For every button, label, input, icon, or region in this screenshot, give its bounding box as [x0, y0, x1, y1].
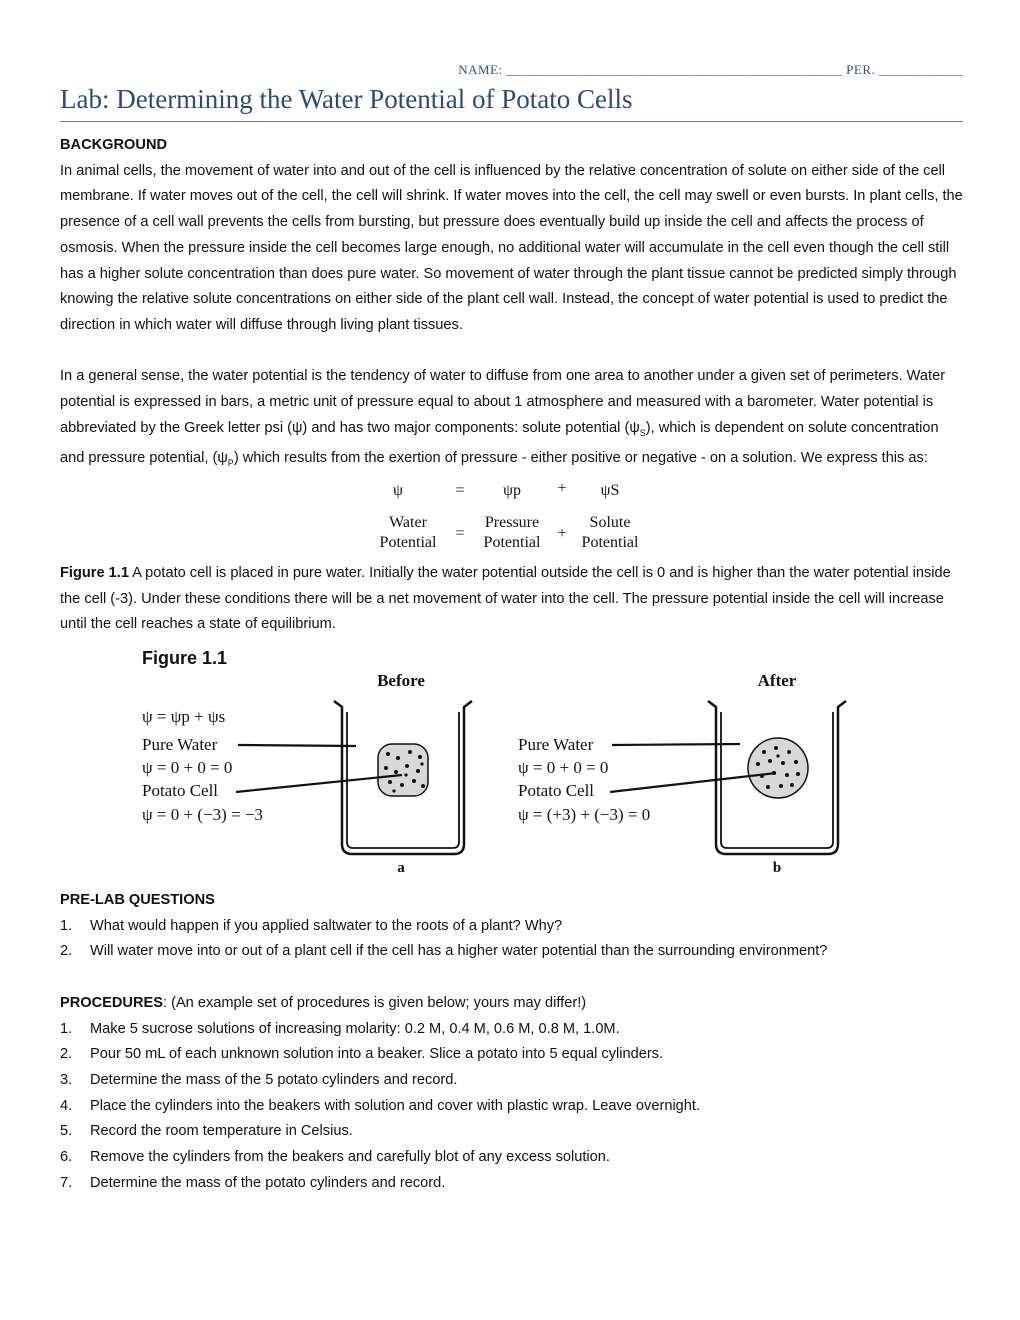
label-a: a — [397, 860, 405, 875]
formula-a: ψ = ψp + ψs — [142, 707, 226, 727]
b-pure-water-eq: ψ = 0 + 0 = 0 — [518, 758, 609, 778]
document-body — [60, 133, 963, 1196]
b-pure-water-label: Pure Water — [518, 735, 594, 755]
eq-potential-1: Potential — [379, 533, 436, 551]
before-label: Before — [377, 671, 425, 691]
figure-caption: Figure 1.1 A potato cell is placed in pure water. Initially the water potential outside the cell is 0 and is higher than the water potential inside the cell (-3). Under these conditions there will be a net movement of water into the cell. The pressure potential inside the cell will increase until the cell reaches a state of equilibrium. — [60, 564, 951, 633]
procedure-step: 5. Record the room temperature in Celsius. — [60, 1123, 353, 1140]
procedure-step: 7. Determine the mass of the potato cylinders and record. — [60, 1174, 446, 1191]
background-paragraph-2: In a general sense, the water potential is the tendency of water to diffuse from one area to another under a given set of perimeters. Water potential is expressed in bars, a metric unit of pressure equal to about 1 atmosphere and measured with a barometer. Water potential is abbreviated by the Greek letter psi (ψ) and has two major components: solute potential $(\psi_S)$, which is dependent on solute concentration and pressure potential, $(\psi_P)$ which results from the exertion of pressure - either positive or negative - on a solution. We express this as: — [60, 368, 946, 469]
potato-cell-a — [378, 744, 428, 796]
eq-water: Water — [388, 513, 427, 531]
potato-cell-b — [748, 738, 808, 798]
page-title: Lab: Determining the Water Potential of Potato Cells — [60, 84, 963, 122]
a-potato-cell-label: Potato Cell — [142, 781, 219, 801]
eq-plus-bottom: + — [556, 524, 567, 542]
eq-equals-top: = — [454, 481, 465, 499]
procedure-step: 2. Pour 50 mL of each unknown solution into a beaker. Slice a potato into 5 equal cylinders. — [60, 1046, 664, 1063]
water-potential-equation — [362, 479, 662, 555]
a-pure-water-eq: ψ = 0 + 0 = 0 — [142, 758, 233, 778]
eq-pressure: Pressure — [484, 513, 539, 531]
eq-psi-p: ψp — [502, 481, 521, 499]
prelab-question: 2. Will water move into or out of a plant cell if the cell has a higher water potential than the surrounding environment? — [60, 943, 828, 960]
eq-potential-3: Potential — [581, 533, 638, 551]
prelab-question: 1. What would happen if you applied saltwater to the roots of a plant? Why? — [60, 917, 563, 934]
a-potato-cell-eq: ψ = 0 + (−3) = −3 — [142, 805, 263, 825]
procedure-step: 4. Place the cylinders into the beakers with solution and cover with plastic wrap. Leave overnight. — [60, 1097, 701, 1114]
eq-psi-s: ψS — [600, 481, 619, 499]
procedures-list — [60, 1017, 963, 1197]
background-paragraph-1: In animal cells, the movement of water into and out of the cell is influenced by the relative concentration of solute on either side of the cell membrane. If water moves out of the cell, the cell will shrink. If water moves into the cell, the cell may swell or even bursts. In plant cells, the presence of a cell wall prevents the cells from bursting, but pressure does eventually build up inside the cell and affects the process of osmosis. When the pressure inside the cell becomes large enough, no additional water will accumulate in the cell even though the cell still has a higher solute concentration than does pure water. So movement of water through the plant tissue cannot be predicted simply through knowing the relative solute concentrations on either side of the plant cell wall. Instead, the concept of water potential is used to predict the direction in which water will diffuse through living plant tissues. — [60, 162, 963, 333]
eq-psi: ψ — [392, 481, 403, 499]
prelab-heading: PRE-LAB QUESTIONS — [60, 892, 215, 909]
eq-potential-2: Potential — [483, 533, 540, 551]
eq-solute: Solute — [589, 513, 630, 531]
figure-title: Figure 1.1 — [142, 648, 228, 669]
procedure-step: 6. Remove the cylinders from the beakers and carefully blot of any excess solution. — [60, 1149, 610, 1166]
procedure-step: 1. Make 5 sucrose solutions of increasing molarity: 0.2 M, 0.4 M, 0.6 M, 0.8 M, 1.0M. — [60, 1020, 620, 1037]
prelab-questions-list — [60, 914, 963, 965]
procedures-heading: PROCEDURES: (An example set of procedures is given below; yours may differ!) — [60, 994, 587, 1011]
eq-plus-top: + — [556, 479, 567, 497]
figure-1-1-diagram — [136, 644, 856, 874]
a-pure-water-label: Pure Water — [142, 735, 218, 755]
procedure-step: 3. Determine the mass of the 5 potato cylinders and record. — [60, 1071, 458, 1088]
b-potato-cell-label: Potato Cell — [518, 781, 595, 801]
label-b: b — [772, 860, 782, 875]
after-label: After — [757, 671, 797, 691]
background-heading: BACKGROUND — [60, 137, 168, 153]
b-potato-cell-eq: ψ = (+3) + (−3) = 0 — [518, 805, 651, 825]
name-period-line: NAME: ________________________________________________ PER. ____________ — [458, 62, 963, 77]
eq-equals-bottom: = — [454, 524, 465, 542]
